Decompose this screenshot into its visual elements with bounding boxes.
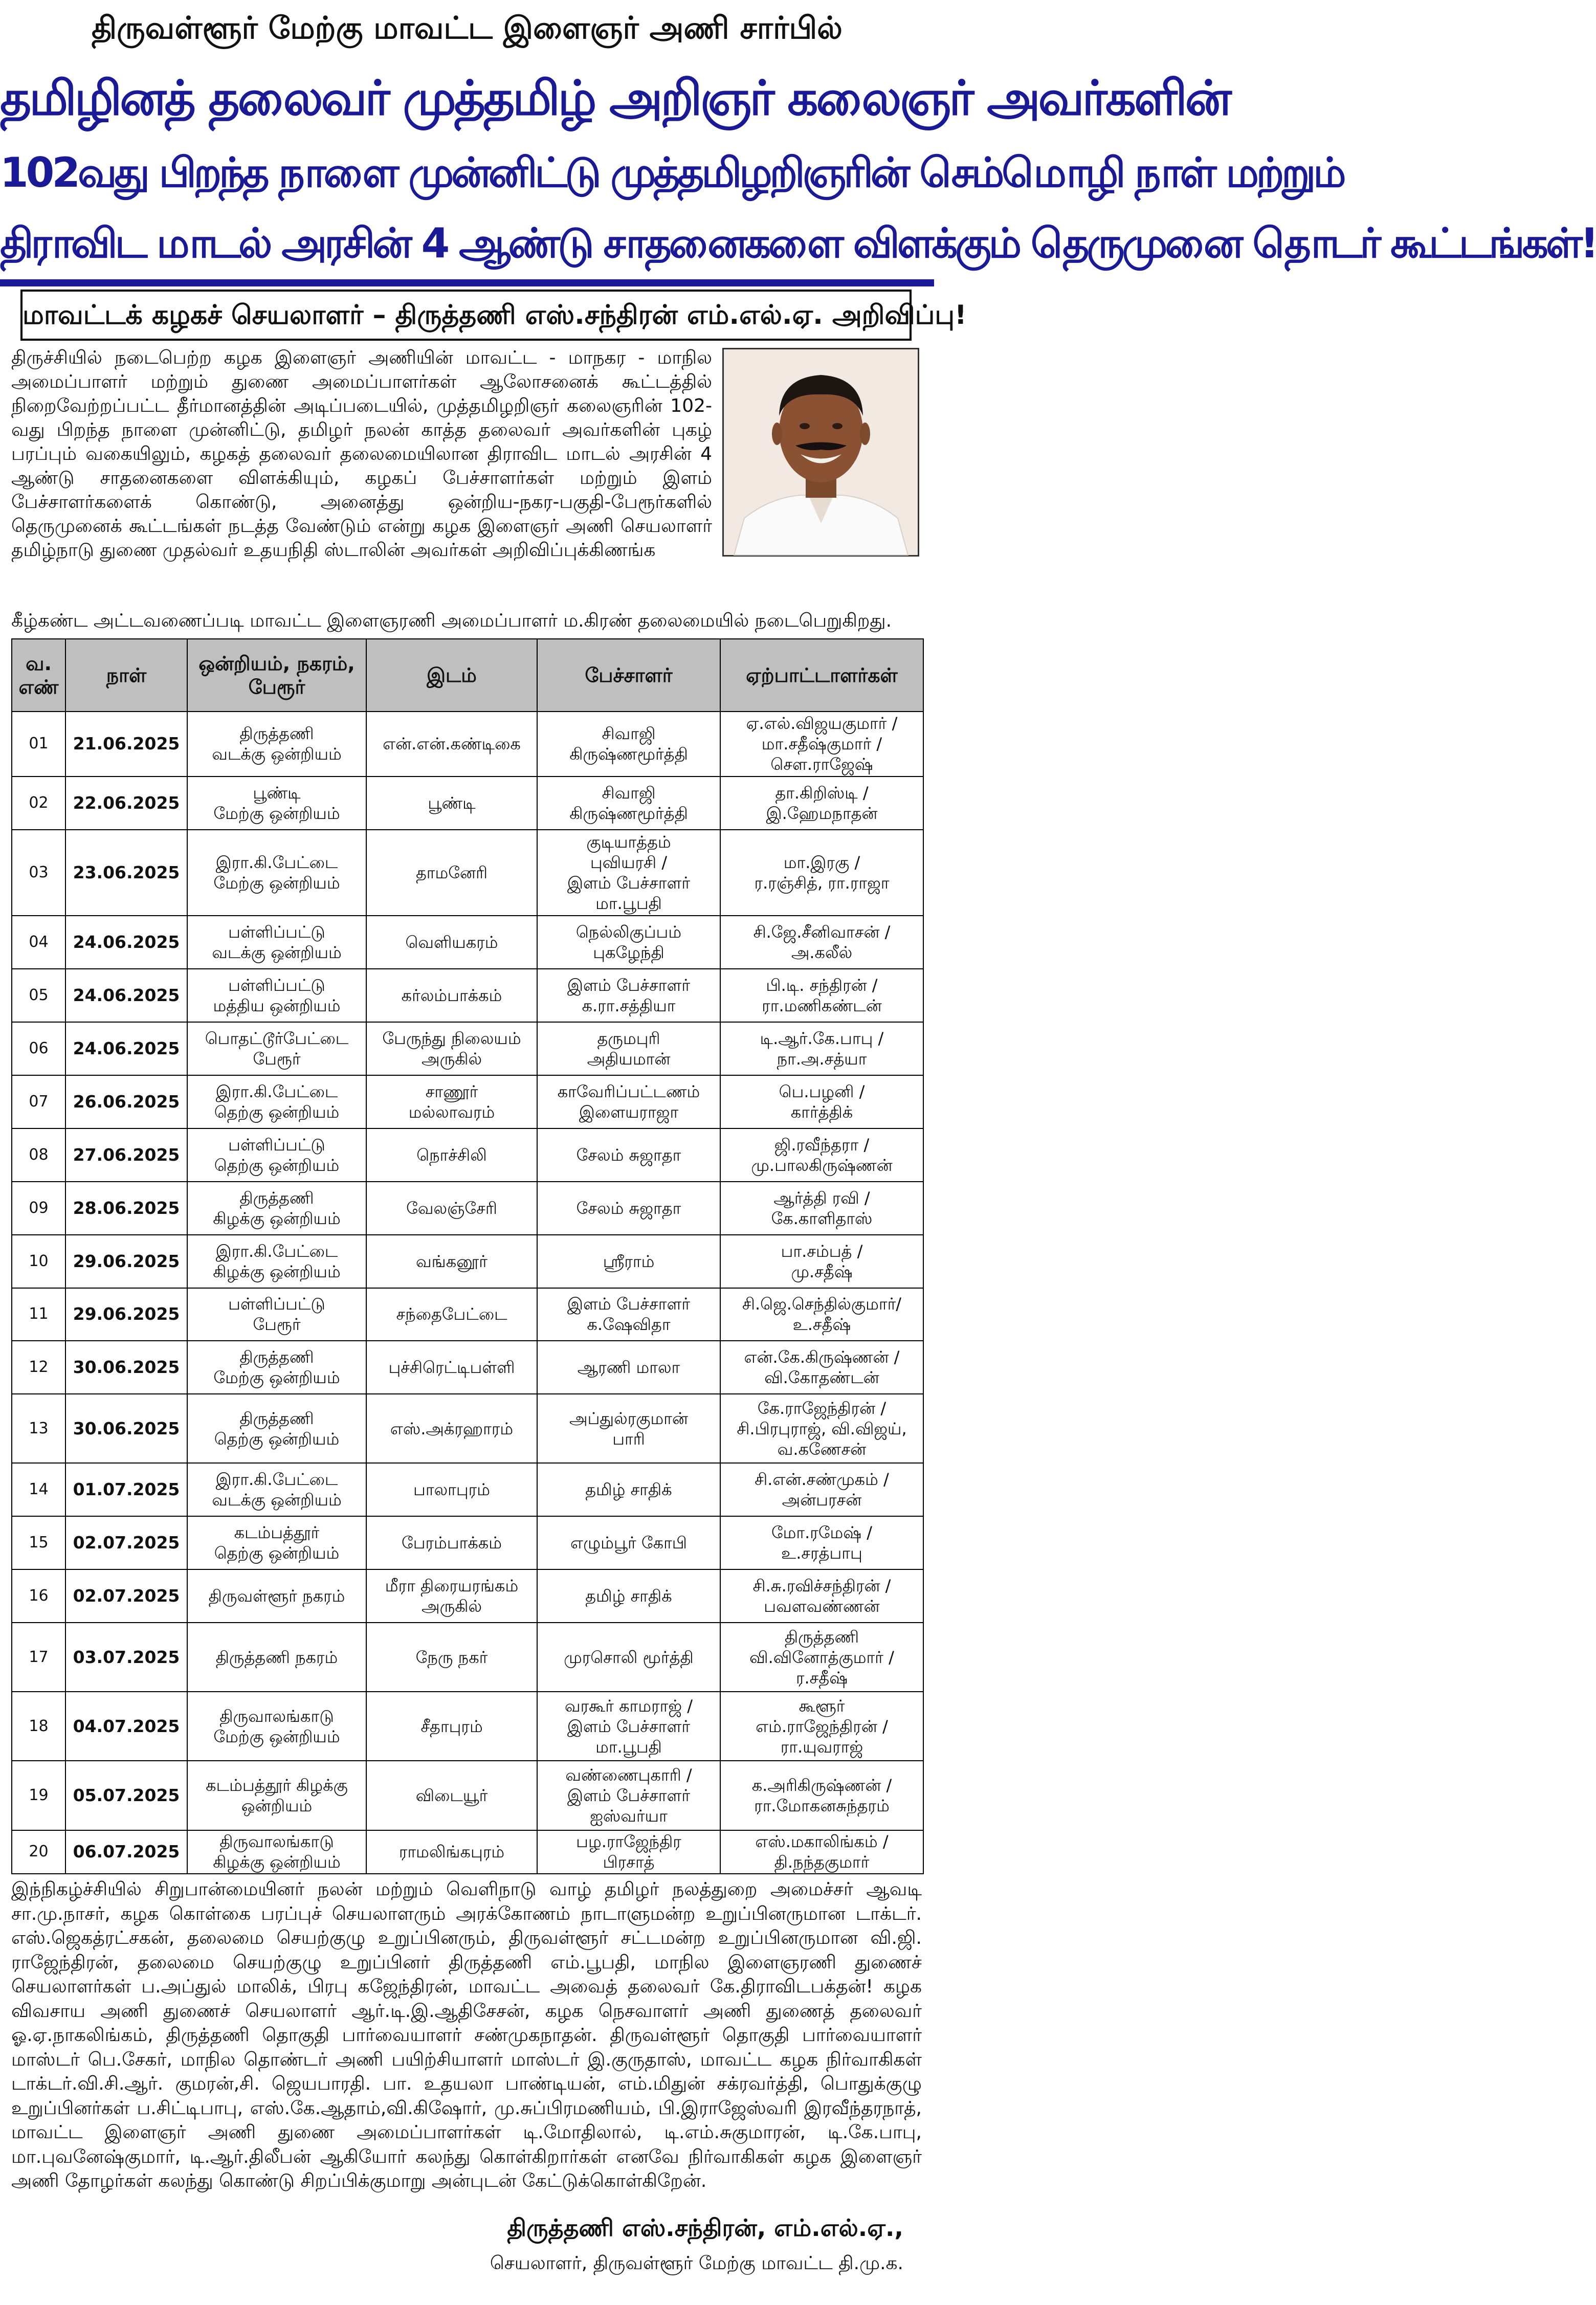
cell-union: திருத்தணி நகரம் (187, 1623, 366, 1692)
cell-speakers: குடியாத்தம் புவியரசி / இளம் பேச்சாளர் மா.பூபதி (537, 830, 720, 916)
cell-organizers: டி.ஆர்.கே.பாபு / நா.அ.சத்யா (720, 1022, 923, 1075)
cell-organizers: மோ.ரமேஷ் / உ.சரத்பாபு (720, 1516, 923, 1569)
cell-place: தாமனேரி (366, 830, 537, 916)
cell-sno: 07 (12, 1075, 65, 1128)
cell-organizers: ஏ.எல்.விஜயகுமார் / மா.சதீஷ்குமார் / சௌ.ராஜேஷ் (720, 712, 923, 777)
cell-speakers: காவேரிப்பட்டணம் இளையராஜா (537, 1075, 720, 1128)
cell-date: 30.06.2025 (65, 1394, 187, 1463)
cell-union: திருவள்ளூர் நகரம் (187, 1569, 366, 1623)
cell-place: பேரம்பாக்கம் (366, 1516, 537, 1569)
cell-union: திருத்தணி கிழக்கு ஒன்றியம் (187, 1182, 366, 1235)
cell-organizers: சி.சு.ரவிச்சந்திரன் / பவளவண்ணன் (720, 1569, 923, 1623)
table-row (12, 1075, 923, 1128)
table-row (12, 1761, 923, 1830)
cell-sno: 02 (12, 777, 65, 830)
col-header-organizers: ஏற்பாட்டாளர்கள் (720, 639, 923, 712)
cell-speakers: வரகூர் காமராஜ் / இளம் பேச்சாளர் மா.பூபதி (537, 1692, 720, 1761)
col-header-union: ஒன்றியம், நகரம், பேரூர் (187, 639, 366, 712)
cell-organizers: தா.கிறிஸ்டி / இ.ஹேமநாதன் (720, 777, 923, 830)
cell-place: வெளியகரம் (366, 916, 537, 969)
table-row (12, 830, 923, 916)
cell-date: 24.06.2025 (65, 969, 187, 1022)
cell-place: மீரா திரையரங்கம் அருகில் (366, 1569, 537, 1623)
cell-sno: 12 (12, 1341, 65, 1394)
cell-union: கடம்பத்தூர் கிழக்கு ஒன்றியம் (187, 1761, 366, 1830)
cell-sno: 19 (12, 1761, 65, 1830)
cell-date: 30.06.2025 (65, 1341, 187, 1394)
col-header-sno: வ. எண் (12, 639, 65, 712)
cell-organizers: க.அரிகிருஷ்ணன் / ரா.மோகனசுந்தரம் (720, 1761, 923, 1830)
table-row (12, 1288, 923, 1341)
cell-organizers: பெ.பழனி / கார்த்திக் (720, 1075, 923, 1128)
cell-speakers: தருமபுரி அதியமான் (537, 1022, 720, 1075)
cell-sno: 18 (12, 1692, 65, 1761)
cell-date: 02.07.2025 (65, 1569, 187, 1623)
cell-date: 01.07.2025 (65, 1463, 187, 1516)
cell-date: 04.07.2025 (65, 1692, 187, 1761)
cell-place: வேலஞ்சேரி (366, 1182, 537, 1235)
cell-place: என்.என்.கண்டிகை (366, 712, 537, 777)
cell-speakers: நெல்லிகுப்பம் புகழேந்தி (537, 916, 720, 969)
cell-date: 05.07.2025 (65, 1761, 187, 1830)
cell-sno: 20 (12, 1830, 65, 1874)
cell-speakers: இளம் பேச்சாளர் க.ஷேவிதா (537, 1288, 720, 1341)
table-row (12, 777, 923, 830)
cell-union: திருவாலங்காடு கிழக்கு ஒன்றியம் (187, 1830, 366, 1874)
cell-date: 29.06.2025 (65, 1235, 187, 1288)
cell-place: பாலாபுரம் (366, 1463, 537, 1516)
table-header-row (12, 639, 923, 712)
cell-place: வங்கனூர் (366, 1235, 537, 1288)
table-row (12, 712, 923, 777)
person-portrait-icon (722, 348, 919, 557)
col-header-speakers: பேச்சாளர் (537, 639, 720, 712)
cell-speakers: சிவாஜி கிருஷ்ணமூர்த்தி (537, 712, 720, 777)
cell-sno: 05 (12, 969, 65, 1022)
cell-organizers: சி.ஜெ.செந்தில்குமார்/ உ.சதீஷ் (720, 1288, 923, 1341)
cell-speakers: எழும்பூர் கோபி (537, 1516, 720, 1569)
col-header-place: இடம் (366, 639, 537, 712)
cell-speakers: பழ.ராஜேந்திர பிரசாத் (537, 1830, 720, 1874)
cell-sno: 04 (12, 916, 65, 969)
cell-sno: 14 (12, 1463, 65, 1516)
cell-date: 21.06.2025 (65, 712, 187, 777)
cell-speakers: தமிழ் சாதிக் (537, 1569, 720, 1623)
cell-date: 03.07.2025 (65, 1623, 187, 1692)
header-divider (0, 279, 934, 286)
cell-place: எஸ்.அக்ரஹாரம் (366, 1394, 537, 1463)
cell-union: இரா.கி.பேட்டை தெற்கு ஒன்றியம் (187, 1075, 366, 1128)
cell-sno: 08 (12, 1128, 65, 1182)
signature-name: திருத்தணி எஸ்.சந்திரன், எம்.எல்.ஏ., (507, 2214, 903, 2242)
table-row (12, 1463, 923, 1516)
table-row (12, 1516, 923, 1569)
cell-union: திருத்தணி மேற்கு ஒன்றியம் (187, 1341, 366, 1394)
cell-date: 26.06.2025 (65, 1075, 187, 1128)
cell-date: 22.06.2025 (65, 777, 187, 830)
table-row (12, 1569, 923, 1623)
cell-date: 27.06.2025 (65, 1128, 187, 1182)
table-row (12, 969, 923, 1022)
cell-union: பொதட்டூர்பேட்டை பேரூர் (187, 1022, 366, 1075)
cell-speakers: அப்துல்ரகுமான் பாரி (537, 1394, 720, 1463)
table-row (12, 1623, 923, 1692)
cell-place: நொச்சிலி (366, 1128, 537, 1182)
intro-paragraph: திருச்சியில் நடைபெற்ற கழக இளைஞர் அணியின் மாவட்ட - மாநகர - மாநில அமைப்பாளர் மற்றும் துணை அமைப்பாளர்கள் ஆலோசனைக் கூட்டத்தில் நிறைவேற்றப்பட்ட தீர்மானத்தின் அடிப்படையில், முத்தமிழறிஞர் கலைஞரின் 102-வது பிறந்த நாளை முன்னிட்டு, தமிழர் நலன் காத்த தலைவர் அவர்களின் புகழ் பரப்பும் வகையிலும், கழகத் தலைவர் தலைமையிலான திராவிட மாடல் அரசின் 4 ஆண்டு சாதனைகளை விளக்கியும், கழகப் பேச்சாளர்கள் மற்றும் இளம் பேச்சாளர்களைக் கொண்டு, அனைத்து ஒன்றிய-நகர-பகுதி-பேரூர்களில் தெருமுனைக் கூட்டங்கள் நடத்த வேண்டும் என்று கழக இளைஞர் அணி செயலாளர் தமிழ்நாடு துணை முதல்வர் உதயநிதி ஸ்டாலின் அவர்கள் அறிவிப்புக்கிணங்க (11, 347, 712, 561)
cell-union: திருவாலங்காடு மேற்கு ஒன்றியம் (187, 1692, 366, 1761)
cell-sno: 16 (12, 1569, 65, 1623)
schedule-table (11, 638, 924, 1874)
cell-sno: 09 (12, 1182, 65, 1235)
cell-place: சீதாபுரம் (366, 1692, 537, 1761)
header-line-4: திராவிட மாடல் அரசின் 4 ஆண்டு சாதனைகளை விளக்கும் தெருமுனை தொடர் கூட்டங்கள்! (0, 219, 1596, 267)
cell-speakers: முரசொலி மூர்த்தி (537, 1623, 720, 1692)
header-line-3: 102வது பிறந்த நாளை முன்னிட்டு முத்தமிழறிஞரின் செம்மொழி நாள் மற்றும் (0, 149, 1344, 196)
cell-date: 06.07.2025 (65, 1830, 187, 1874)
closing-paragraph: இந்நிகழ்ச்சியில் சிறுபான்மையினர் நலன் மற்றும் வெளிநாடு வாழ் தமிழர் நலத்துறை அமைச்சர் ஆவடி சா.மு.நாசர், கழக கொள்கை பரப்புச் செயலாளரும் அரக்கோணம் நாடாளுமன்ற உறுப்பினருமான டாக்டர். எஸ்.ஜெகத்ரட்சகன், தலைமை செயற்குழு உறுப்பினரும், திருவள்ளூர் சட்டமன்ற உறுப்பினருமான வி.ஜி. ராஜேந்திரன், தலைமை செயற்குழு உறுப்பினர் திருத்தணி எம்.பூபதி, மாநில இளைஞரணி துணைச் செயலாளர்கள் ப.அப்துல் மாலிக், பிரபு கஜேந்திரன், மாவட்ட அவைத் தலைவர் கே.திராவிடபக்தன்! கழக விவசாய அணி துணைச் செயலாளர் ஆர்.டி.இ.ஆதிசேசன், கழக நெசவாளர் அணி துணைத் தலைவர் ஓ.ஏ.நாகலிங்கம், திருத்தணி தொகுதி பார்வையாளர் சண்முகநாதன். திருவள்ளூர் தொகுதி பார்வையாளர் மாஸ்டர் பெ.சேகர், மாநில தொண்டர் அணி பயிற்சியாளர் மாஸ்டர் இ.குருதாஸ், மாவட்ட கழக நிர்வாகிகள் டாக்டர்.வி.சி.ஆர். குமரன்,சி. ஜெயபாரதி. பா. உதயலா பாண்டியன், எம்.மிதுன் சக்ரவர்த்தி, பொதுக்குழு உறுப்பினர்கள் ப.சிட்டிபாபு, எஸ்.கே.ஆதாம்,வி.கிஷோர், மு.சுப்பிரமணியம், பி.இராஜேஸ்வரி இரவீந்தரநாத், மாவட்ட இளைஞர் அணி துணை அமைப்பாளர்கள் டி.மோதிலால், டி.எம்.சுகுமாரன், டி.கே.பாபு, மா.புவனேஷ்குமார், டி.ஆர்.திலீபன் ஆகியோர் கலந்து கொள்கிறார்கள் எனவே நிர்வாகிகள் கழக இளைஞர் அணி தோழர்கள் கலந்து கொண்டு சிறப்பிக்குமாறு அன்புடன் கேட்டுக்கொள்கிறேன். (11, 1879, 922, 2191)
cell-organizers: சி.ஜே.சீனிவாசன் / அ.கலீல் (720, 916, 923, 969)
cell-organizers: பி.டி. சந்திரன் / ரா.மணிகண்டன் (720, 969, 923, 1022)
cell-speakers: சேலம் சுஜாதா (537, 1182, 720, 1235)
cell-sno: 03 (12, 830, 65, 916)
cell-union: இரா.கி.பேட்டை வடக்கு ஒன்றியம் (187, 1463, 366, 1516)
cell-place: ராமலிங்கபுரம் (366, 1830, 537, 1874)
cell-union: பள்ளிப்பட்டு மத்திய ஒன்றியம் (187, 969, 366, 1022)
cell-sno: 15 (12, 1516, 65, 1569)
cell-union: திருத்தணி வடக்கு ஒன்றியம் (187, 712, 366, 777)
cell-sno: 01 (12, 712, 65, 777)
cell-union: திருத்தணி தெற்கு ஒன்றியம் (187, 1394, 366, 1463)
table-row (12, 1182, 923, 1235)
cell-organizers: கே.ராஜேந்திரன் / சி.பிரபுராஜ், வி.விஜய், வ.கணேசன் (720, 1394, 923, 1463)
header-line-1: திருவள்ளூர் மேற்கு மாவட்ட இளைஞர் அணி சார்பில் (92, 10, 843, 46)
intro-last-line: கீழ்கண்ட அட்டவணைப்படி மாவட்ட இளைஞரணி அமைப்பாளர் ம.கிரண் தலைமையில் நடைபெறுகிறது. (11, 610, 892, 631)
cell-organizers: திருத்தணி வி.வினோத்குமார் / ர.சதீஷ் (720, 1623, 923, 1692)
table-row (12, 1692, 923, 1761)
table-row (12, 1341, 923, 1394)
cell-speakers: இளம் பேச்சாளர் க.ரா.சத்தியா (537, 969, 720, 1022)
cell-organizers: சி.என்.சண்முகம் / அன்பரசன் (720, 1463, 923, 1516)
cell-place: நேரு நகர் (366, 1623, 537, 1692)
table-row (12, 1128, 923, 1182)
cell-union: இரா.கி.பேட்டை கிழக்கு ஒன்றியம் (187, 1235, 366, 1288)
cell-place: சந்தைபேட்டை (366, 1288, 537, 1341)
cell-sno: 06 (12, 1022, 65, 1075)
cell-sno: 11 (12, 1288, 65, 1341)
signature-title: செயலாளர், திருவள்ளூர் மேற்கு மாவட்ட தி.மு.க. (490, 2253, 903, 2274)
cell-speakers: தமிழ் சாதிக் (537, 1463, 720, 1516)
header-line-2: தமிழினத் தலைவர் முத்தமிழ் அறிஞர் கலைஞர் அவர்களின் (0, 71, 1230, 126)
cell-date: 23.06.2025 (65, 830, 187, 916)
cell-date: 24.06.2025 (65, 916, 187, 969)
cell-speakers: ஆரணி மாலா (537, 1341, 720, 1394)
cell-speakers: வண்ணைபுகாரி / இளம் பேச்சாளர் ஐஸ்வர்யா (537, 1761, 720, 1830)
table-row (12, 1235, 923, 1288)
cell-speakers: சிவாஜி கிருஷ்ணமூர்த்தி (537, 777, 720, 830)
cell-place: கர்லம்பாக்கம் (366, 969, 537, 1022)
cell-union: கடம்பத்தூர் தெற்கு ஒன்றியம் (187, 1516, 366, 1569)
cell-place: பூண்டி (366, 777, 537, 830)
cell-speakers: சேலம் சுஜாதா (537, 1128, 720, 1182)
table-row (12, 1830, 923, 1874)
cell-date: 28.06.2025 (65, 1182, 187, 1235)
table-row (12, 916, 923, 969)
cell-organizers: என்.கே.கிருஷ்ணன் / வி.கோதண்டன் (720, 1341, 923, 1394)
portrait-drawing (724, 349, 918, 555)
cell-union: பள்ளிப்பட்டு பேரூர் (187, 1288, 366, 1341)
cell-organizers: எஸ்.மகாலிங்கம் / தி.நந்தகுமார் (720, 1830, 923, 1874)
cell-organizers: ஜி.ரவீந்தரா / மு.பாலகிருஷ்ணன் (720, 1128, 923, 1182)
cell-union: பள்ளிப்பட்டு வடக்கு ஒன்றியம் (187, 916, 366, 969)
cell-place: சாணூர் மல்லாவரம் (366, 1075, 537, 1128)
cell-union: பள்ளிப்பட்டு தெற்கு ஒன்றியம் (187, 1128, 366, 1182)
cell-place: பேருந்து நிலையம் அருகில் (366, 1022, 537, 1075)
cell-date: 02.07.2025 (65, 1516, 187, 1569)
cell-union: பூண்டி மேற்கு ஒன்றியம் (187, 777, 366, 830)
cell-place: விடையூர் (366, 1761, 537, 1830)
table-row (12, 1394, 923, 1463)
cell-sno: 10 (12, 1235, 65, 1288)
cell-speakers: ஸ்ரீராம் (537, 1235, 720, 1288)
cell-date: 24.06.2025 (65, 1022, 187, 1075)
cell-sno: 17 (12, 1623, 65, 1692)
cell-union: இரா.கி.பேட்டை மேற்கு ஒன்றியம் (187, 830, 366, 916)
cell-organizers: ஆர்த்தி ரவி / கே.காளிதாஸ் (720, 1182, 923, 1235)
col-header-date: நாள் (65, 639, 187, 712)
table-row (12, 1022, 923, 1075)
cell-organizers: கூளூர் எம்.ராஜேந்திரன் / ரா.யுவராஜ் (720, 1692, 923, 1761)
cell-sno: 13 (12, 1394, 65, 1463)
cell-organizers: பா.சம்பத் / மு.சதீஷ் (720, 1235, 923, 1288)
notice-banner: மாவட்டக் கழகச் செயலாளர் – திருத்தணி எஸ்.சந்திரன் எம்.எல்.ஏ. அறிவிப்பு! (20, 290, 912, 341)
cell-organizers: மா.இரகு / ர.ரஞ்சித், ரா.ராஜா (720, 830, 923, 916)
cell-date: 29.06.2025 (65, 1288, 187, 1341)
cell-place: புச்சிரெட்டிபள்ளி (366, 1341, 537, 1394)
